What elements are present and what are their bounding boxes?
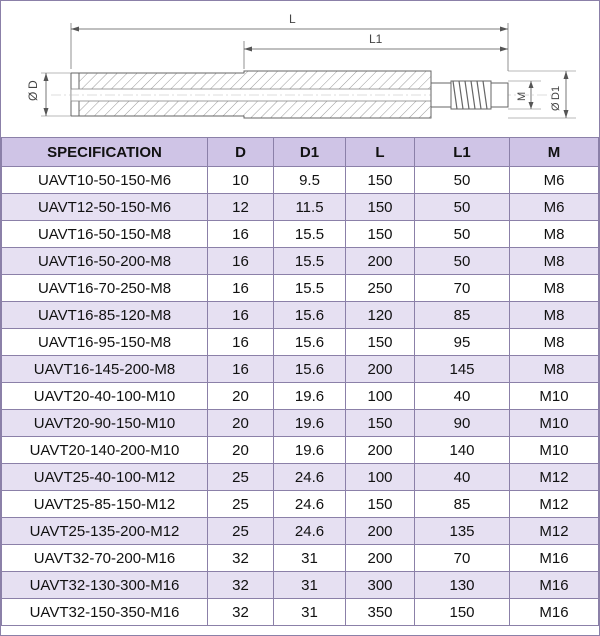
column-header-d1: D1 <box>274 138 346 167</box>
cell-l: 300 <box>346 572 415 599</box>
cell-m: M8 <box>510 248 599 275</box>
column-header-l1: L1 <box>415 138 510 167</box>
table-row <box>2 464 599 491</box>
cell-l1: 50 <box>415 248 510 275</box>
cell-l: 200 <box>346 545 415 572</box>
cell-d: 16 <box>208 356 274 383</box>
table-row <box>2 437 599 464</box>
cell-m: M8 <box>510 275 599 302</box>
cell-d1: 15.6 <box>274 329 346 356</box>
cell-specification: UAVT20-40-100-M10 <box>2 383 208 410</box>
cell-l: 150 <box>346 491 415 518</box>
cell-l1: 40 <box>415 464 510 491</box>
cell-d: 16 <box>208 302 274 329</box>
cell-l: 150 <box>346 194 415 221</box>
table-row <box>2 356 599 383</box>
cell-l: 120 <box>346 302 415 329</box>
cell-l: 150 <box>346 167 415 194</box>
cell-m: M16 <box>510 545 599 572</box>
cell-l: 200 <box>346 356 415 383</box>
cell-m: M12 <box>510 518 599 545</box>
table-row <box>2 545 599 572</box>
table-row <box>2 491 599 518</box>
cell-l: 250 <box>346 275 415 302</box>
cell-d: 25 <box>208 491 274 518</box>
cell-d1: 31 <box>274 545 346 572</box>
label-L1: L1 <box>369 32 383 46</box>
cell-d1: 15.5 <box>274 275 346 302</box>
cell-l: 100 <box>346 383 415 410</box>
label-diameter-symbol: Ø <box>26 91 40 101</box>
cell-specification: UAVT25-85-150-M12 <box>2 491 208 518</box>
cell-d: 16 <box>208 248 274 275</box>
table-row <box>2 302 599 329</box>
cell-d: 16 <box>208 329 274 356</box>
table-row <box>2 275 599 302</box>
cell-l1: 85 <box>415 491 510 518</box>
label-M: M <box>516 91 528 101</box>
cell-l: 200 <box>346 437 415 464</box>
cell-d: 32 <box>208 545 274 572</box>
cell-d1: 19.6 <box>274 383 346 410</box>
cell-specification: UAVT32-150-350-M16 <box>2 599 208 626</box>
cell-d1: 15.5 <box>274 248 346 275</box>
label-D: D <box>26 80 40 89</box>
cell-m: M10 <box>510 437 599 464</box>
cell-l1: 50 <box>415 221 510 248</box>
label-diameter-symbol-d1: Ø <box>550 102 562 111</box>
cell-l: 150 <box>346 221 415 248</box>
table-row <box>2 167 599 194</box>
cell-d1: 15.5 <box>274 221 346 248</box>
cell-specification: UAVT16-95-150-M8 <box>2 329 208 356</box>
cell-d1: 15.6 <box>274 356 346 383</box>
label-L: L <box>289 12 296 26</box>
column-header-m: M <box>510 138 599 167</box>
cell-specification: UAVT16-50-150-M8 <box>2 221 208 248</box>
extension-rod-diagram <box>1 1 598 136</box>
cell-d: 25 <box>208 518 274 545</box>
cell-d1: 9.5 <box>274 167 346 194</box>
cell-l: 200 <box>346 518 415 545</box>
cell-d: 12 <box>208 194 274 221</box>
cell-d: 32 <box>208 599 274 626</box>
cell-l: 200 <box>346 248 415 275</box>
cell-l1: 70 <box>415 545 510 572</box>
cell-l1: 95 <box>415 329 510 356</box>
cell-specification: UAVT32-130-300-M16 <box>2 572 208 599</box>
technical-drawing <box>1 1 598 136</box>
cell-specification: UAVT20-140-200-M10 <box>2 437 208 464</box>
cell-m: M6 <box>510 194 599 221</box>
cell-l1: 145 <box>415 356 510 383</box>
arrowhead <box>500 27 508 32</box>
cell-d: 20 <box>208 383 274 410</box>
table-row <box>2 221 599 248</box>
cell-d: 20 <box>208 410 274 437</box>
cell-m: M10 <box>510 410 599 437</box>
cell-d1: 19.6 <box>274 410 346 437</box>
cell-d1: 31 <box>274 572 346 599</box>
cell-l: 150 <box>346 329 415 356</box>
cell-specification: UAVT16-145-200-M8 <box>2 356 208 383</box>
table-row <box>2 383 599 410</box>
cell-m: M8 <box>510 302 599 329</box>
cell-m: M16 <box>510 599 599 626</box>
thread-section <box>451 81 491 109</box>
cell-m: M12 <box>510 491 599 518</box>
cell-d: 32 <box>208 572 274 599</box>
table-row <box>2 248 599 275</box>
cell-specification: UAVT20-90-150-M10 <box>2 410 208 437</box>
cell-specification: UAVT25-40-100-M12 <box>2 464 208 491</box>
cell-d: 10 <box>208 167 274 194</box>
cell-l1: 90 <box>415 410 510 437</box>
column-header-specification: SPECIFICATION <box>2 138 208 167</box>
cell-l1: 150 <box>415 599 510 626</box>
cell-m: M12 <box>510 464 599 491</box>
cell-l1: 50 <box>415 167 510 194</box>
specification-table <box>1 137 599 626</box>
cell-m: M6 <box>510 167 599 194</box>
cell-d: 16 <box>208 275 274 302</box>
cell-d: 20 <box>208 437 274 464</box>
cell-specification: UAVT16-70-250-M8 <box>2 275 208 302</box>
cell-l1: 40 <box>415 383 510 410</box>
cell-l: 150 <box>346 410 415 437</box>
cell-m: M8 <box>510 329 599 356</box>
cell-d: 25 <box>208 464 274 491</box>
column-header-l: L <box>346 138 415 167</box>
table-row <box>2 410 599 437</box>
table-body <box>2 167 599 626</box>
cell-l1: 130 <box>415 572 510 599</box>
table-header-row <box>2 138 599 167</box>
cell-l1: 135 <box>415 518 510 545</box>
cell-m: M10 <box>510 383 599 410</box>
cell-d1: 19.6 <box>274 437 346 464</box>
cell-specification: UAVT16-50-200-M8 <box>2 248 208 275</box>
table-row <box>2 572 599 599</box>
cell-d1: 24.6 <box>274 491 346 518</box>
cell-d1: 11.5 <box>274 194 346 221</box>
cell-m: M8 <box>510 356 599 383</box>
cell-d1: 24.6 <box>274 518 346 545</box>
table-row <box>2 194 599 221</box>
arrowhead <box>500 47 508 52</box>
table-row <box>2 518 599 545</box>
column-header-d: D <box>208 138 274 167</box>
cell-d1: 24.6 <box>274 464 346 491</box>
cell-specification: UAVT32-70-200-M16 <box>2 545 208 572</box>
cell-l: 350 <box>346 599 415 626</box>
cell-l1: 70 <box>415 275 510 302</box>
cell-specification: UAVT25-135-200-M12 <box>2 518 208 545</box>
table-row <box>2 329 599 356</box>
cell-d1: 15.6 <box>274 302 346 329</box>
cell-m: M16 <box>510 572 599 599</box>
label-D1: D1 <box>550 85 562 100</box>
cell-l1: 85 <box>415 302 510 329</box>
arrowhead <box>244 47 252 52</box>
arrowhead <box>71 27 79 32</box>
cell-m: M8 <box>510 221 599 248</box>
cell-specification: UAVT16-85-120-M8 <box>2 302 208 329</box>
cell-d: 16 <box>208 221 274 248</box>
cell-l1: 50 <box>415 194 510 221</box>
cell-l1: 140 <box>415 437 510 464</box>
cell-specification: UAVT12-50-150-M6 <box>2 194 208 221</box>
cell-l: 100 <box>346 464 415 491</box>
cell-d1: 31 <box>274 599 346 626</box>
cell-specification: UAVT10-50-150-M6 <box>2 167 208 194</box>
table-row <box>2 599 599 626</box>
